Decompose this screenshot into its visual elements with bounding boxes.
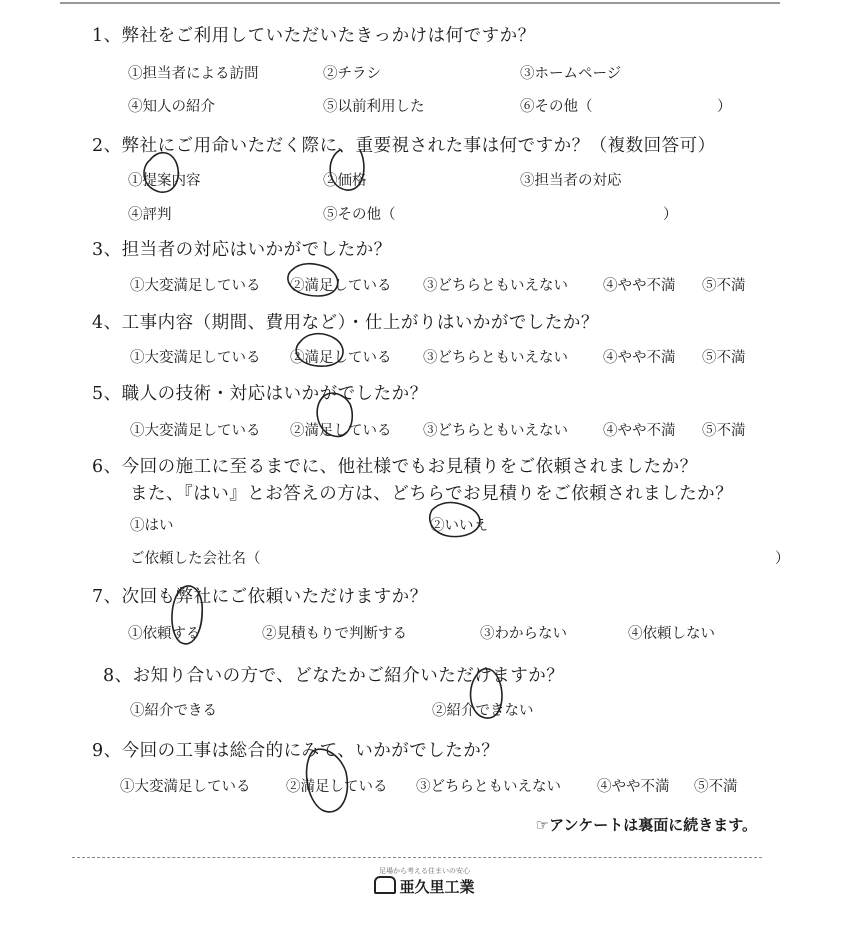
q4-option-3: ③どちらともいえない [423, 350, 568, 366]
q9-option-3: ③どちらともいえない [416, 779, 561, 795]
q1-option-6: ⑥その他（ [520, 99, 593, 115]
company-tagline: 足場から考える住まいの安心 [379, 867, 470, 875]
q6-option-2: ②いいえ [430, 518, 488, 534]
q7-option-2: ②見積もりで判断する [262, 626, 407, 642]
q2-option-1: ①提案内容 [128, 173, 201, 189]
q2-close-paren: ） [663, 207, 678, 223]
question-3: 3、担当者の対応はいかがでしたか？ [92, 240, 392, 260]
q7-option-3: ③わからない [480, 626, 567, 642]
q4-option-2: ②満足している [290, 350, 392, 366]
q6-company-label: ご依頼した会社名（ [130, 551, 261, 567]
q6-close-paren: ） [775, 551, 790, 567]
q1-option-5: ⑤以前利用した [323, 99, 425, 115]
q4-option-1: ①大変満足している [130, 350, 261, 366]
q9-option-4: ④やや不満 [597, 779, 670, 795]
q7-option-4: ④依頼しない [628, 626, 715, 642]
q2-option-5: ⑤その他（ [323, 207, 396, 223]
q4-option-4: ④やや不満 [603, 350, 676, 366]
question-7: 7、次回も弊社にご依頼いただけますか？ [92, 587, 428, 607]
question-6: 6、今回の施工に至るまでに、他社様でもお見積りをご依頼されましたか？ [92, 457, 698, 477]
q8-option-2: ②紹介できない [432, 703, 534, 719]
question-5: 5、職人の技術・対応はいかがでしたか？ [92, 384, 428, 404]
q2-option-4: ④評判 [128, 207, 172, 223]
q1-option-1: ①担当者による訪問 [128, 66, 259, 82]
question-2: 2、弊社にご用命いただく際に、重要視された事は何ですか？（複数回答可） [92, 136, 716, 156]
q5-option-3: ③どちらともいえない [423, 423, 568, 439]
q5-option-2: ②満足している [290, 423, 392, 439]
q3-option-3: ③どちらともいえない [423, 278, 568, 294]
q7-option-1: ①依頼する [128, 626, 201, 642]
q5-option-1: ①大変満足している [130, 423, 261, 439]
q2-option-2: ②価格 [323, 173, 367, 189]
question-6-followup: また、『はい』とお答えの方は、どちらでお見積りをご依頼されましたか？ [130, 484, 734, 504]
q2-option-3: ③担当者の対応 [520, 173, 622, 189]
continue-on-back-note: ☞アンケートは裏面に続きます。 [535, 816, 757, 834]
q3-option-1: ①大変満足している [130, 278, 261, 294]
q9-option-1: ①大変満足している [120, 779, 251, 795]
question-4: 4、工事内容（期間、費用など）・仕上がりはいかがでしたか？ [92, 313, 599, 333]
q8-option-1: ①紹介できる [130, 703, 217, 719]
q1-close-paren: ） [717, 99, 732, 115]
q1-option-3: ③ホームページ [520, 66, 622, 82]
q6-option-1: ①はい [130, 518, 174, 534]
q1-option-4: ④知人の紹介 [128, 99, 215, 115]
question-8: 8、お知り合いの方で、どなたかご紹介いただけますか？ [103, 666, 565, 686]
company-name: 亜久里工業 [399, 878, 475, 896]
q5-option-5: ⑤不満 [702, 423, 746, 439]
q4-option-5: ⑤不満 [702, 350, 746, 366]
question-1: 1、弊社をご利用していただいたきっかけは何ですか？ [92, 26, 536, 46]
q3-option-5: ⑤不満 [702, 278, 746, 294]
footer-divider [72, 857, 762, 858]
company-logo [0, 876, 849, 897]
company-logo-icon [374, 876, 396, 894]
q9-option-5: ⑤不満 [694, 779, 738, 795]
q5-option-4: ④やや不満 [603, 423, 676, 439]
q1-option-2: ②チラシ [323, 66, 381, 82]
q3-option-4: ④やや不満 [603, 278, 676, 294]
q3-option-2: ②満足している [290, 278, 392, 294]
top-rule [60, 2, 780, 4]
q9-option-2: ②満足している [286, 779, 388, 795]
question-9: 9、今回の工事は総合的にみて、いかがでしたか？ [92, 741, 500, 761]
